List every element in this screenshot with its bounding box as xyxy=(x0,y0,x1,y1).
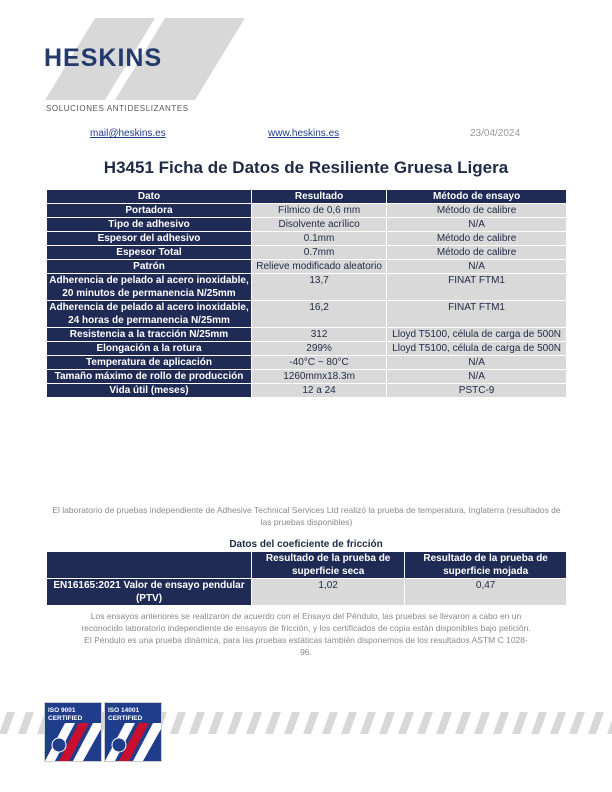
table-row xyxy=(47,274,567,301)
company-logo: HESKINS xyxy=(44,44,163,72)
table-row xyxy=(47,218,567,232)
datasheet-table xyxy=(46,189,567,398)
row-result: Relieve modificado aleatorio xyxy=(252,260,387,274)
email-link[interactable]: mail@heskins.es xyxy=(90,128,166,139)
iso-14001-badge xyxy=(104,702,162,762)
friction-table xyxy=(46,551,567,606)
friction-header-wet: Resultado de la prueba de superficie mojada xyxy=(405,552,567,579)
row-result: 13,7 xyxy=(252,274,387,301)
row-label: Patrón xyxy=(47,260,252,274)
table-row xyxy=(47,260,567,274)
column-header-resultado: Resultado xyxy=(252,190,387,204)
friction-row xyxy=(47,579,567,606)
row-method: N/A xyxy=(387,370,567,384)
friction-header-blank xyxy=(47,552,252,579)
row-label: Tamaño máximo de rollo de producción xyxy=(47,370,252,384)
iso-9001-badge xyxy=(44,702,102,762)
friction-wet-value: 0,47 xyxy=(405,579,567,606)
table-row xyxy=(47,204,567,218)
row-method: Método de calibre xyxy=(387,246,567,260)
page-title: H3451 Ficha de Datos de Resiliente Gruesa Ligera xyxy=(103,158,509,177)
row-method: N/A xyxy=(387,356,567,370)
table-row xyxy=(47,356,567,370)
row-result: 16,2 xyxy=(252,301,387,328)
friction-header-dry: Resultado de la prueba de superficie seca xyxy=(252,552,405,579)
column-header-dato: Dato xyxy=(47,190,252,204)
friction-section-title: Datos del coeficiente de fricción xyxy=(229,539,383,550)
table-row xyxy=(47,328,567,342)
row-label: Portadora xyxy=(47,204,252,218)
row-label: Espesor Total xyxy=(47,246,252,260)
iso-9001-label: ISO 9001 CERTIFIED xyxy=(48,707,83,722)
row-method: Lloyd T5100, célula de carga de 500N xyxy=(387,342,567,356)
row-method: FINAT FTM1 xyxy=(387,301,567,328)
row-result: 12 a 24 xyxy=(252,384,387,398)
table-row xyxy=(47,384,567,398)
table-row xyxy=(47,370,567,384)
lab-test-note: El laboratorio de pruebas independiente de Adhesive Technical Services Ltd realizó la prueba de temperatura, Inglaterra (resultados de las pruebas disponibles) xyxy=(52,505,561,527)
row-method: FINAT FTM1 xyxy=(387,274,567,301)
pendulum-test-note: Los ensayos anteriores se realizaron de acuerdo con el Ensayo del Péndulo, las pruebas se llevaron a cabo en un reconocido laboratorio independiente de ensayos de fricción, y los certificados de copia están disponibles bajo petición. El Péndulo es una prueba dinámica, para las pruebas estáticas también disponemos de los resultados ASTM C 1028-96. xyxy=(81,611,531,657)
row-result: 0.7mm xyxy=(252,246,387,260)
row-result: 1260mmx18.3m xyxy=(252,370,387,384)
row-label: Tipo de adhesivo xyxy=(47,218,252,232)
friction-dry-value: 1,02 xyxy=(252,579,405,606)
row-method: N/A xyxy=(387,218,567,232)
certification-mark-icon xyxy=(105,723,161,761)
row-result: 312 xyxy=(252,328,387,342)
row-label: Temperatura de aplicación xyxy=(47,356,252,370)
row-label: Adherencia de pelado al acero inoxidable, 24 horas de permanencia N/25mm xyxy=(47,301,252,328)
row-result: 0.1mm xyxy=(252,232,387,246)
table-row xyxy=(47,301,567,328)
row-result: Fílmico de 0,6 mm xyxy=(252,204,387,218)
friction-row-label: EN16165:2021 Valor de ensayo pendular (PTV) xyxy=(47,579,252,606)
row-method: Lloyd T5100, célula de carga de 500N xyxy=(387,328,567,342)
row-method: Método de calibre xyxy=(387,204,567,218)
document-date: 23/04/2024 xyxy=(470,128,521,139)
row-label: Espesor del adhesivo xyxy=(47,232,252,246)
company-tagline: SOLUCIONES ANTIDESLIZANTES xyxy=(46,104,189,113)
iso-14001-label: ISO 14001 CERTIFIED xyxy=(108,707,143,722)
certification-mark-icon xyxy=(45,723,101,761)
table-row xyxy=(47,342,567,356)
row-label: Resistencia a la tracción N/25mm xyxy=(47,328,252,342)
website-link[interactable]: www.heskins.es xyxy=(268,128,340,139)
row-label: Elongación a la rotura xyxy=(47,342,252,356)
table-row xyxy=(47,246,567,260)
row-result: -40°C ~ 80°C xyxy=(252,356,387,370)
row-label: Vida útil (meses) xyxy=(47,384,252,398)
row-result: Disolvente acrílico xyxy=(252,218,387,232)
table-row xyxy=(47,232,567,246)
row-method: N/A xyxy=(387,260,567,274)
row-label: Adherencia de pelado al acero inoxidable, 20 minutos de permanencia N/25mm xyxy=(47,274,252,301)
row-result: 299% xyxy=(252,342,387,356)
row-method: PSTC-9 xyxy=(387,384,567,398)
row-method: Método de calibre xyxy=(387,232,567,246)
column-header-metodo: Método de ensayo xyxy=(387,190,567,204)
